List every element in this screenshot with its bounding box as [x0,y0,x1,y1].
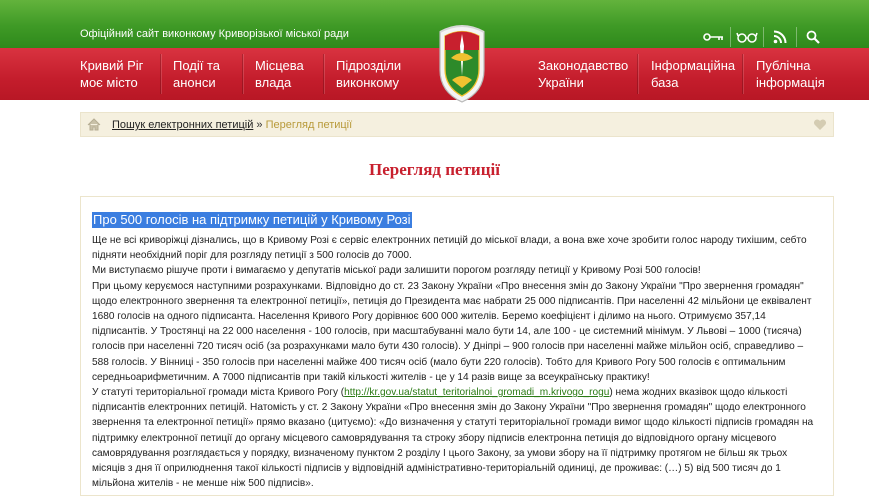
paragraph-text: У статуті територіальної громади міста Кривого Рогу ( [92,387,345,399]
menu-label: Підрозділи [336,58,402,73]
petition-paragraph: При цьому керуємося наступними розрахунками. Відповідно до ст. 23 Закону України «Про внесення змін до Закону України "Про звернення громадян" щодо електронного звернення та електронної петиції», петиція до Президента має набрати 25 000 підписантів. При населенні 42 мільйони це еквівалент 1680 голосів на одного підписанта. Населення Кривого Рогу дорівнює 600 000 жителів. Беремо коефіцієнт і ділимо на нього. Отримуємо 357,14 підписантів. У Тростянці на 22 000 населення - 100 голосів, при масштабуванні мало бути 14, але 100 - це системний мінімум. У Львові – 1000 (тисяча) голосів при населенні 720 тисяч осіб (за розрахунками мало бути 430 голосів). У Дніпрі – 900 голосів при населенні майже мільйон осіб, справедливо – 588 голосів. У Вінниці - 350 голосів при населенні майже 400 тисяч осіб (мало бути 220 голосів). Тобто для Кривого Рогу 500 голосів є оптимальним середньоарифметичним. А 7000 підписантів при такій кількості жителів - це у 14 разів вище за всеукраїнську практику! [92,280,812,383]
menu-divider [637,54,638,94]
page-title: Перегляд петиції [369,160,500,179]
menu-divider [242,54,243,94]
menu-label: Події та [173,58,221,73]
main-menu [0,47,869,100]
menu-label: України [538,75,584,90]
menu-item-city[interactable] [80,57,143,91]
menu-item-local-government[interactable] [255,57,304,91]
menu-label: анонси [173,75,216,90]
menu-item-events[interactable] [173,57,220,91]
glasses-icon[interactable] [730,27,763,47]
heart-icon[interactable] [813,118,827,134]
menu-item-info-base[interactable] [651,57,735,91]
breadcrumb-separator: » [256,119,263,131]
menu-label: моє місто [80,75,138,90]
menu-label: Публічна [756,58,811,73]
search-icon[interactable] [796,27,829,47]
rss-icon[interactable] [763,27,796,47]
menu-divider [323,54,324,94]
menu-item-legislation[interactable] [538,57,628,91]
key-icon[interactable] [697,27,730,47]
statute-link[interactable]: http://kr.gov.ua/statut_teritorialnoi_gromadi_m.krivogo_rogu [344,387,610,399]
top-icons [697,27,829,47]
city-emblem[interactable] [436,18,488,104]
petition-title[interactable]: Про 500 голосів на підтримку петицій у Кривому Розі [93,212,411,227]
petition-paragraph: Ще не всі криворіжці дізнались, що в Кривому Розі є сервіс електронних петицій до міської влади, а вона вже хоче зробити голос народу тихішим, себто підняти необхідний поріг для розгляду петиції з 500 голосів до 7000. [92,235,807,262]
menu-item-public-info[interactable] [756,57,825,91]
petition-content [80,196,834,496]
petition-body [92,233,822,491]
breadcrumb [80,112,834,137]
menu-item-departments[interactable] [336,57,401,91]
breadcrumb-current: Перегляд петиції [265,119,353,131]
paragraph-text: ) нема жодних вказівок щодо кількості підписантів електронних петицій. Натомість у ст. 2 Закону України «Про внесення змін до Закону України "Про звернення громадян" щодо електронного звернення та електронної петиції» прямо вказано (цитуємо): «До визначення у статуті територіальної громади вимог щодо кількості підписів громадян на підтримку електронної петиції до органу місцевого самоврядування та строку збору підписів електронна петиція до відповідного органу місцевого самоврядування розглядається у порядку, визначеному пунктом 2 розділу I цього Закону, за умови збору на її підтримку протягом не більш як трьох місяців з дня її оприлюднення такої кількості підписів у відповідній адміністративно-територіальній одиниці, де проживає: (…) 5) від 500 тисяч до 1 мільйона жителів - не менше ніж 500 підписів». [92,387,814,490]
petition-paragraph [92,385,822,491]
top-bar [0,0,869,47]
home-icon[interactable] [87,118,101,134]
menu-label: Місцева [255,58,304,73]
site-title: Офіційний сайт виконкому Криворізької міської ради [80,28,349,40]
menu-label: база [651,75,679,90]
breadcrumb-link-petition-search[interactable]: Пошук електронних петицій [112,119,254,131]
menu-divider [160,54,161,94]
menu-label: виконкому [336,75,400,90]
menu-label: Інформаційна [651,58,736,73]
menu-label: Кривий Ріг [80,58,144,73]
menu-label: Законодавство [538,58,629,73]
menu-label: влада [255,75,292,90]
menu-label: інформація [756,75,825,90]
menu-divider [742,54,743,94]
breadcrumb-trail [112,119,352,131]
petition-paragraph: Ми виступаємо рішуче проти і вимагаємо у депутатів міської ради залишити порогом розгляду петиції у Кривому Розі 500 голосів! [92,265,701,277]
